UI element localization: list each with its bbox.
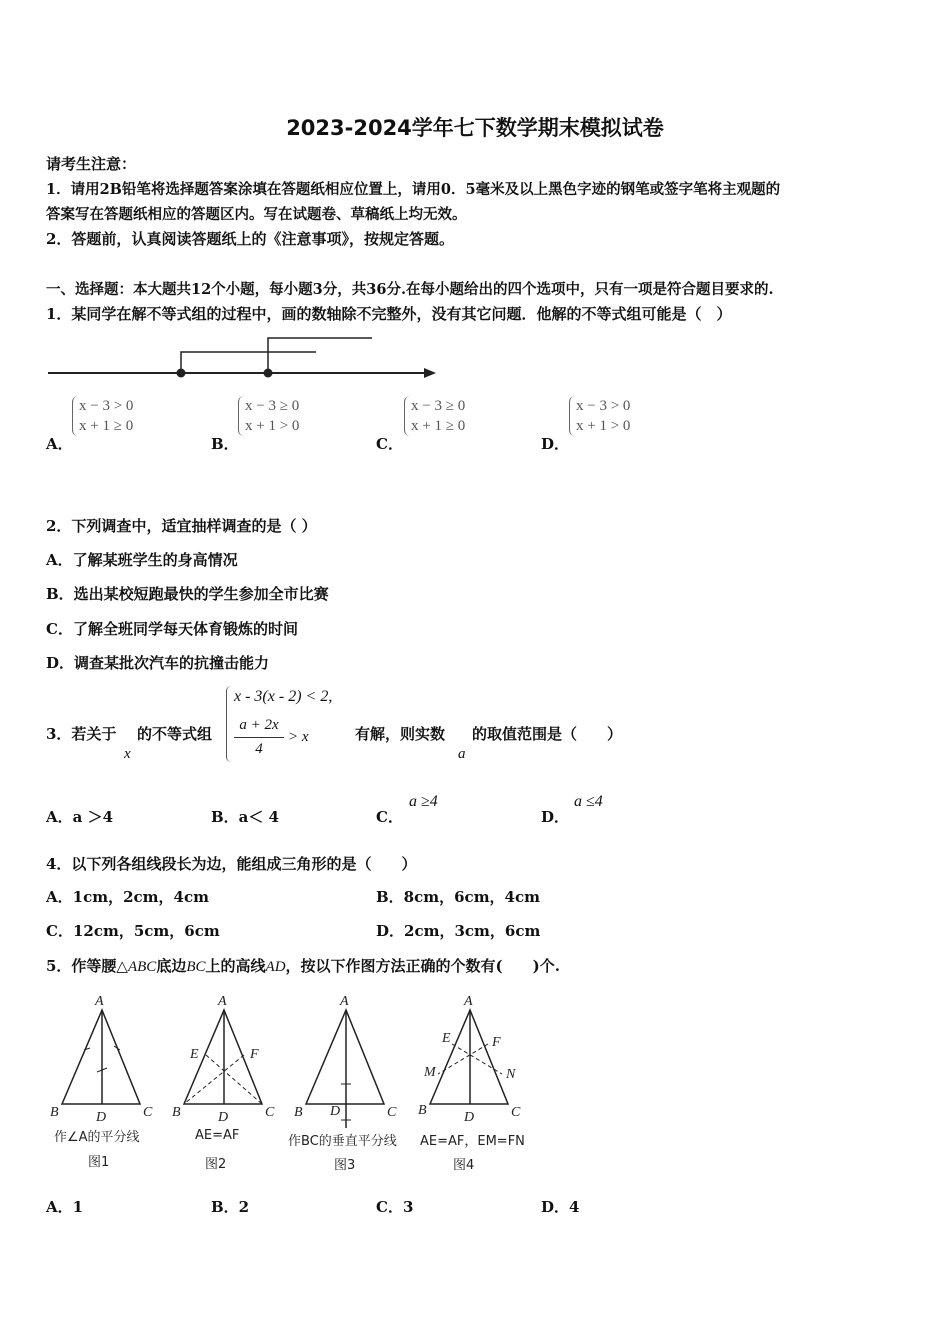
q3-option-c-value: a ≥4 [409,793,438,810]
fig2-label-c: C [265,1105,275,1120]
figure-3 [294,994,397,1128]
q3-option-b[interactable]: B．a＜ 4 [211,808,280,826]
fig2-label-b: B [172,1105,181,1120]
q1-c-line2: x + 1 ≥ 0 [411,418,466,434]
q2-option-b[interactable]: B．选出某校短跑最快的学生参加全市比赛 [46,585,329,603]
fig2-caption: AE=AF [195,1128,240,1143]
fig4-name: 图4 [453,1158,475,1173]
q2-option-c[interactable]: C．了解全班同学每天体育锻炼的时间 [46,620,298,638]
q4-option-b[interactable]: B．8cm，6cm，4cm [376,888,541,906]
fig1-caption: 作∠A的平分线 [54,1130,140,1145]
q3-part1: 3．若关于 [46,725,117,743]
notice-line1b: 答案写在答题纸相应的答题区内。写在试题卷、草稿纸上均无效。 [46,206,467,223]
q3-frac-num: a + 2x [239,717,279,733]
q1-a-line1: x − 3 > 0 [79,398,134,414]
q1-d-line1: x − 3 > 0 [576,398,631,414]
q4-option-c[interactable]: C．12cm，5cm，6cm [46,922,220,940]
fig4-caption: AE=AF，EM=FN [420,1134,525,1149]
fig1-label-a: A [95,994,104,1009]
fig1-name: 图1 [88,1155,110,1170]
q4-option-a[interactable]: A．1cm，2cm，4cm [46,888,209,906]
fig1-label-c: C [143,1105,153,1120]
page-title: 2023-2024学年七下数学期末模拟试卷 [286,116,664,140]
notice-line2: 2．答题前，认真阅读答题纸上的《注意事项》，按规定答题。 [46,230,454,248]
fig4-label-b: B [418,1103,427,1118]
q5-figures [40,988,550,1178]
q1-c-line1: x − 3 ≥ 0 [411,398,466,414]
q2-option-a[interactable]: A．了解某班学生的身高情况 [46,551,238,569]
q1-stem: 1．某同学在解不等式组的过程中，画的数轴除不完整外，没有其它问题．他解的不等式组可能是（ ） [46,305,732,323]
q3-option-a[interactable]: A．a ＞4 [46,808,114,826]
figure-1 [50,994,153,1125]
q1-option-a-system [72,396,133,436]
q1-option-c-label[interactable]: C． [376,435,403,453]
q1-option-d-system [569,396,630,436]
q1-b-line2: x + 1 > 0 [245,418,300,434]
q3-system-line1: x - 3(x - 2) < 2, [234,688,333,705]
fig4-label-f: F [492,1035,501,1050]
q2-stem: 2．下列调查中，适宜抽样调查的是（ ） [46,517,317,535]
q5-stem-part3: 上的高线 [205,957,266,975]
fig3-name: 图3 [334,1158,356,1173]
fig1-label-d: D [96,1110,107,1125]
q5-stem [46,955,560,976]
fig3-label-d: D [330,1104,341,1119]
q3-option-d-value: a ≤4 [574,793,603,810]
fig2-name: 图2 [205,1157,227,1172]
q2-option-d[interactable]: D．调查某批次汽车的抗撞击能力 [46,654,270,672]
fig4-label-m: M [424,1065,436,1080]
q5-stem-ad: AD [265,959,286,975]
fig2-label-a: A [218,994,227,1009]
q3-part4: 的取值范围是（ ） [472,725,623,743]
q1-option-c-system [404,396,465,436]
q5-stem-part1: 5．作等腰△ [46,957,128,975]
q3-frac-bar [234,737,284,738]
q3-brace [226,686,231,762]
q1-b-line1: x − 3 ≥ 0 [245,398,300,414]
fig2-label-e: E [190,1047,199,1062]
q5-option-a[interactable]: A．1 [46,1198,84,1216]
fig1-label-b: B [50,1105,59,1120]
section-heading: 一、选择题：本大题共12个小题，每小题3分，共36分.在每小题给出的四个选项中，只有一项是符合题目要求的. [46,281,774,298]
q3-part2: 的不等式组 [137,725,213,743]
fig2-label-f: F [250,1047,259,1062]
fig4-label-a: A [464,994,473,1009]
fig3-caption: 作BC的垂直平分线 [288,1134,397,1149]
figure-4 [418,994,521,1125]
q1-a-line2: x + 1 ≥ 0 [79,418,134,434]
notice-heading: 请考生注意： [46,155,137,173]
q5-stem-bc: BC [186,959,206,975]
q1-d-line2: x + 1 > 0 [576,418,631,434]
fig3-label-b: B [294,1105,303,1120]
q3-var-a: a [458,746,466,762]
q5-option-d[interactable]: D．4 [541,1198,580,1216]
q5-stem-abc: ABC [127,959,157,975]
fig3-label-c: C [387,1105,397,1120]
q5-option-b[interactable]: B．2 [211,1198,250,1216]
fig2-label-d: D [218,1110,229,1125]
q4-stem: 4．以下列各组线段长为边，能组成三角形的是（ ） [46,855,417,873]
q5-stem-part4: ，按以下作图方法正确的个数有( )个. [285,957,560,975]
q3-option-c-label[interactable]: C． [376,808,403,826]
q3-frac-den: 4 [255,741,263,757]
fig3-label-a: A [340,994,349,1009]
q1-option-d-label[interactable]: D． [541,435,570,453]
q5-stem-part2: 底边 [156,957,187,975]
fig4-label-e: E [442,1031,451,1046]
q1-option-b-label[interactable]: B． [211,435,239,453]
q4-option-d[interactable]: D．2cm，3cm，6cm [376,922,541,940]
q1-option-b-system [238,396,299,436]
q3-frac-rhs: > x [288,729,309,745]
q5-option-c[interactable]: C．3 [376,1198,414,1216]
fig4-label-d: D [464,1110,475,1125]
fig4-label-n: N [506,1067,516,1082]
number-line-figure [44,330,444,385]
figure-2 [172,994,275,1125]
q3-part3: 有解，则实数 [355,725,446,743]
q3-option-d-label[interactable]: D． [541,808,570,826]
q1-option-a-label[interactable]: A． [46,435,73,453]
notice-line1: 1．请用2B铅笔将选择题答案涂填在答题纸相应位置上，请用0．5毫米及以上黑色字迹的钢笔或签字笔将主观题的 [46,181,781,198]
q3-var-x: x [124,746,131,762]
fig4-label-c: C [511,1105,521,1120]
